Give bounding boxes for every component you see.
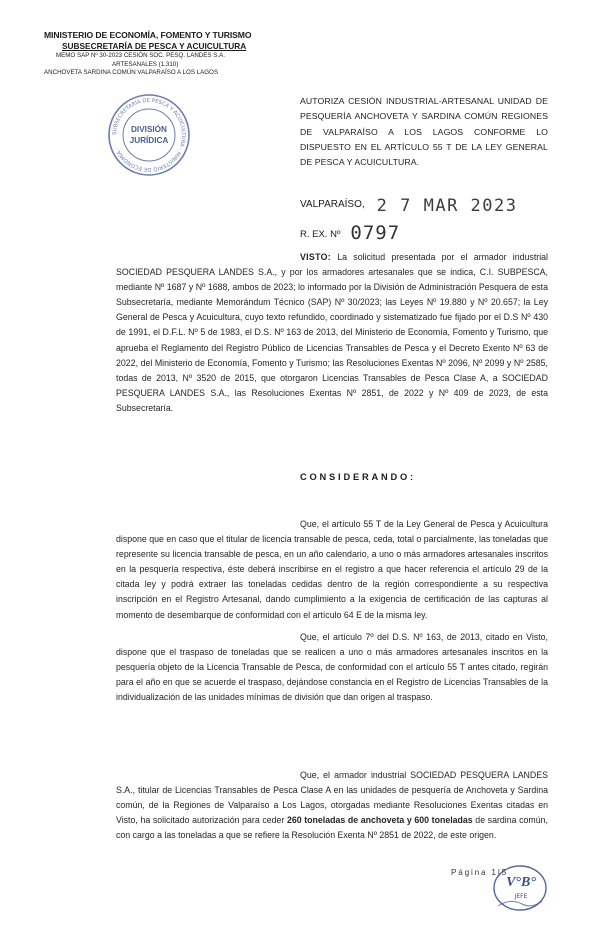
rex-number: 0797 (350, 222, 401, 244)
p3-text-a: Que, el armador industrial SOCIEDAD PESQUERA LANDES S.A., titular de Licencias Transables de Pesca Clase A en las unidades de pesquería de Anchoveta y Sardina común, de la Regiones de Valparaíso a Los Lagos, otorgadas mediante Resoluciones Exentas citadas en Visto, ha solicitado autorización para ceder (116, 770, 548, 826)
subsecretaria-name: SUBSECRETARÍA DE PESCA Y ACUICULTURA (62, 41, 247, 51)
considerando-paragraph-3 (116, 768, 548, 843)
division-juridica-stamp-icon (106, 92, 192, 178)
memo-reference: MEMO SAP Nº 30-2023 CESIÓN SOC. PESQ. LANDES S.A. (56, 52, 225, 59)
date-stamp: 2 7 MAR 2023 (376, 196, 518, 216)
considerando-heading: CONSIDERANDO: (300, 472, 416, 482)
svg-text:SUBSECRETARÍA DE PESCA Y ACUIC: SUBSECRETARÍA DE PESCA Y ACUICULTURA · MINISTERIO DE ECONOMÍA · (111, 97, 187, 173)
svg-text:JURÍDICA: JURÍDICA (129, 136, 169, 145)
resolution-subject: AUTORIZA CESIÓN INDUSTRIAL-ARTESANAL UNIDAD DE PESQUERÍA ANCHOVETA Y SARDINA COMÚN REGIONES DE VALPARAÍSO A LOS LAGOS CONFORME LO DISPUESTO EN EL ARTÍCULO 55 T DE LA LEY GENERAL DE PESCA Y ACUICULTURA. (300, 96, 548, 168)
visto-text: La solicitud presentada por el armador industrial SOCIEDAD PESQUERA LANDES S.A., y por los armadores artesanales que se indica, C.I. SUBPESCA, mediante Nº 1687 y Nº 1688, ambos de 2023; lo informado por la División de Administración Pesquera de esta Subsecretaría, mediante Memorándum Técnico (SAP) Nº 30/2023; las Leyes Nº 19.880 y Nº 20.657; la Ley General de Pesca y Acuicultura, cuyo texto refundido, coordinado y sistematizado fue fijado por el D.S Nº 430 de 1991, el D.F.L. Nº 5 de 1983, el D.S. Nº 163 de 2013, del Ministerio de Economía, Fomento y Turismo, que aprueba el Reglamento del Registro Público de Licencias Transables de Pesca y el Decreto Exento Nº 63 de 2022, del Ministerio de Economía, Fomento y Turismo; las Resoluciones Exentas Nº 2096, Nº 2099 y Nº 2585, todas de 2013, Nº 3520 de 2015, que otorgaron Licencias Transables de Pesca Clase A, a SOCIEDAD PESQUERA LANDES S.A., las Resoluciones Exentas Nº 2851, de 2022 y Nº 409 de 2023, de esta Subsecretaría. (116, 252, 548, 413)
p3-tonnage-bold: 260 toneladas de anchoveta y 600 toneladas (286, 815, 473, 826)
letterhead (44, 30, 284, 78)
visto-paragraph (116, 250, 548, 416)
vb-approval-stamp-icon (490, 862, 548, 912)
visto-label: VISTO: (300, 252, 331, 262)
ministry-name: MINISTERIO DE ECONOMÍA, FOMENTO Y TURISMO (44, 30, 252, 40)
memo-reference-2: ARTESANALES (1,310) (112, 60, 179, 68)
place-label: VALPARAÍSO, (300, 199, 365, 210)
place-date-line (300, 186, 533, 216)
resolution-number-line (300, 222, 400, 244)
memo-reference-3: ANCHOVETA SARDINA COMÚN VALPARAÍSO A LOS LAGOS (44, 69, 218, 77)
rex-label: R. EX. Nº (300, 229, 341, 240)
page-number: Página 1|5 (451, 868, 509, 877)
considerando-paragraph-1: Que, el artículo 55 T de la Ley General de Pesca y Acuicultura dispone que en caso que el titular de licencia transable de pesca, ceda, total o parcialmente, las toneladas que represente su licencia transable de pesca, en un año calendario, a uno o más armadores artesanales inscritos en la pesquería respectiva, éste deberá inscribirse en el registro a que hacer referencia el artículo 29 de la citada ley y podrá extraer las toneladas cedidas dentro de la región correspondiente a su respectiva inscripción en el Registro Artesanal, dando cumplimiento a la exigencia de certificación de las capturas al momento de desembarque de conformidad con el artículo 64 E de la misma ley. (116, 519, 548, 620)
svg-text:V°B°: V°B° (506, 875, 536, 890)
svg-text:DIVISIÓN: DIVISIÓN (131, 125, 167, 134)
p3-text-c: de sardina común, con cargo a las toneladas a que se refiere la Resolución Exenta Nº 2851 de 2022, de este origen. (116, 815, 548, 841)
considerando-paragraph-2: Que, el artículo 7º del D.S. Nº 163, de 2013, citado en Visto, dispone que el traspaso de toneladas que se realicen a uno o más armadores artesanales inscritos en la pesquería objeto de la Licencia Transable de Pesca, de conformidad con el artículo 55 T antes citado, regirán para el año en que se acuerde el traspaso, dejándose constancia en el Registro de Licencias Transables de la individualización de las unidades mínimas de división que dan origen al traspaso. (116, 632, 548, 703)
svg-text:JEFE: JEFE (514, 893, 528, 900)
